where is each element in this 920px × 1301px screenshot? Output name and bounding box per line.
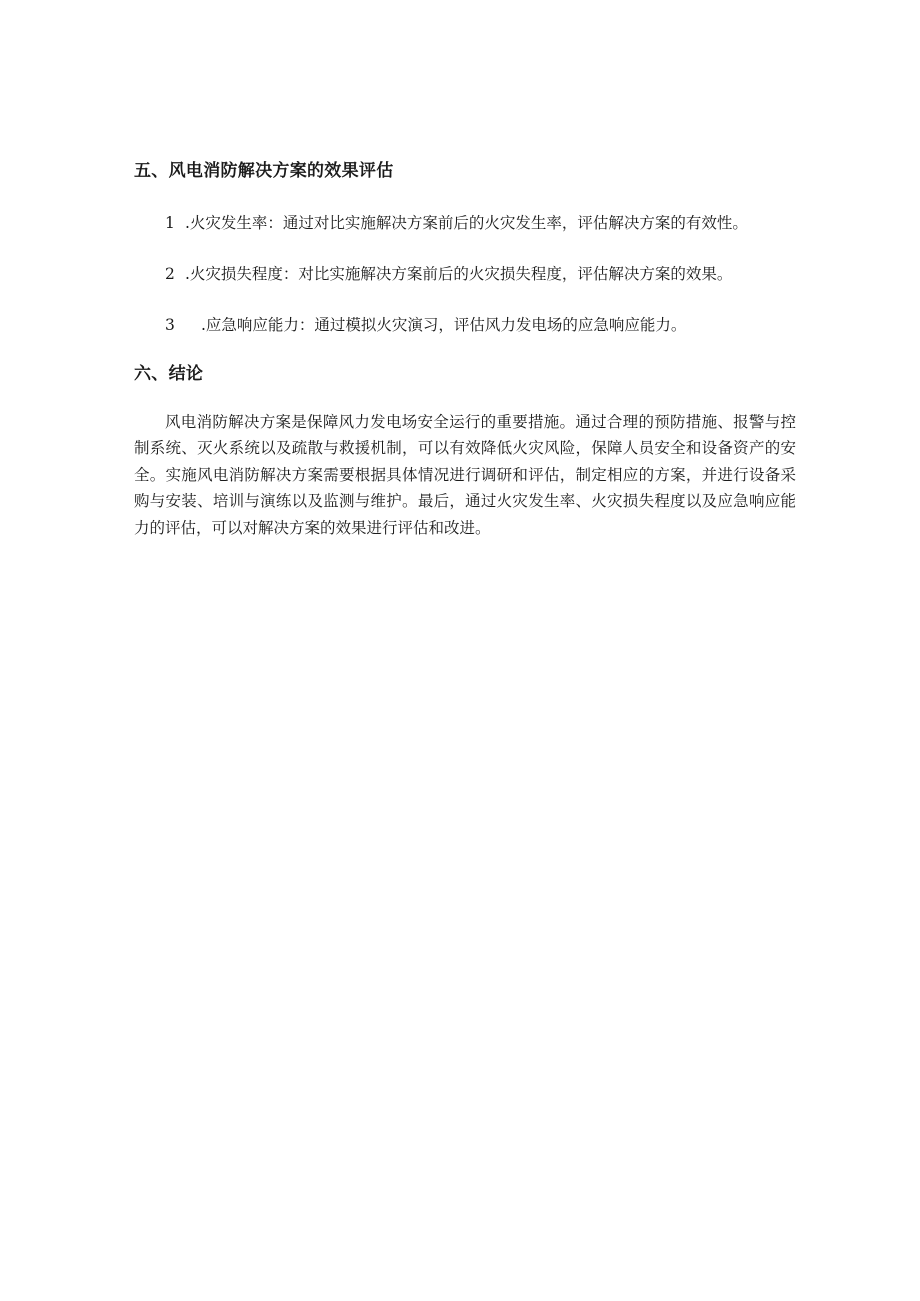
list-item bbox=[165, 313, 686, 337]
list-item-text: .应急响应能力：通过模拟火灾演习，评估风力发电场的应急响应能力。 bbox=[201, 316, 687, 334]
list-item bbox=[165, 262, 732, 286]
list-item-number: 1 bbox=[165, 214, 175, 232]
section-heading-evaluation: 五、风电消防解决方案的效果评估 bbox=[134, 161, 394, 181]
list-item-text: .火灾发生率：通过对比实施解决方案前后的火灾发生率，评估解决方案的有效性。 bbox=[185, 214, 748, 232]
list-item-number: 2 bbox=[165, 265, 175, 283]
list-item bbox=[165, 211, 748, 235]
list-item-text: .火灾损失程度：对比实施解决方案前后的火灾损失程度，评估解决方案的效果。 bbox=[185, 265, 733, 283]
section-heading-conclusion: 六、结论 bbox=[134, 364, 204, 384]
list-item-number: 3 bbox=[165, 316, 175, 334]
conclusion-paragraph: 风电消防解决方案是保障风力发电场安全运行的重要措施。通过合理的预防措施、报警与控制系统、灭火系统以及疏散与救援机制，可以有效降低火灾风险，保障人员安全和设备资产的安全。实施风电消防解决方案需要根据具体情况进行调研和评估，制定相应的方案，并进行设备采购与安装、培训与演练以及监测与维护。最后，通过火灾发生率、火灾损失程度以及应急响应能力的评估，可以对解决方案的效果进行评估和改进。 bbox=[134, 413, 796, 537]
